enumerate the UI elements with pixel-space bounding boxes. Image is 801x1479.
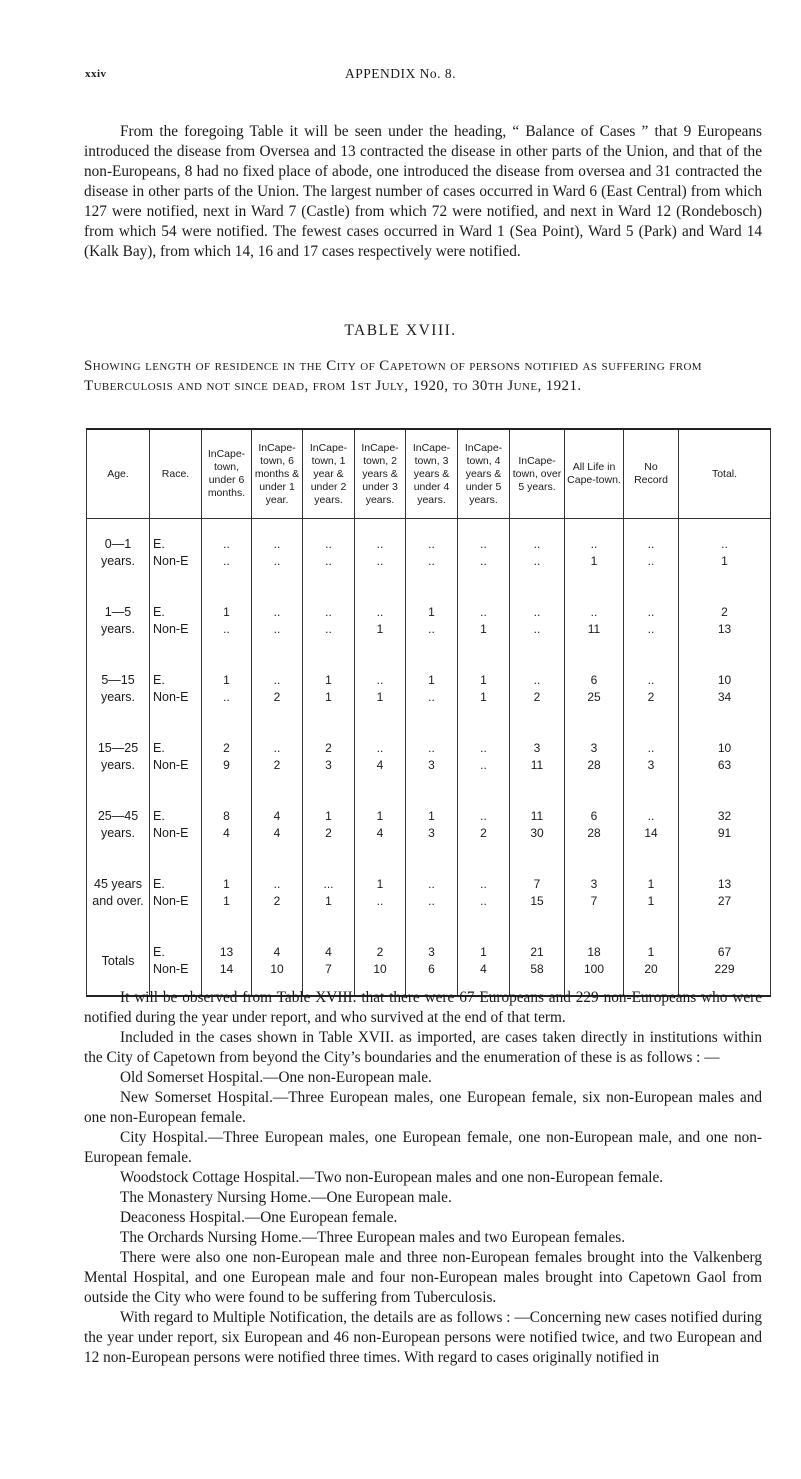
table-cell [252,587,303,655]
cell-value: 10 [270,962,284,976]
cell-value: 2 [533,690,541,704]
cell-value: and over. [92,894,144,908]
cell-value: 4 [273,809,281,823]
cell-value: .. [223,622,230,636]
table-cell [252,927,303,996]
table-cell [87,723,150,791]
body-paragraph: Old Somerset Hospital.—One non-European male. [120,1069,432,1086]
cell-value: 9 [223,758,230,772]
cell-value: E. [153,741,165,755]
table-cell [252,519,303,588]
page-header [0,66,801,88]
cell-value: 3 [428,758,435,772]
cell-value: .. [325,605,332,619]
table-cell [303,859,355,927]
cell-value: 4 [273,945,281,959]
cell-value: 15—25 [97,741,139,755]
table-cell [252,723,303,791]
cell-value: .. [428,877,435,891]
cell-value: 32 [717,809,732,823]
cell-value: years. [100,826,136,840]
table-cell [510,791,565,859]
cell-value: ... [323,877,334,891]
table-cell [202,519,252,588]
table-cell [565,723,624,791]
table-cell [355,723,406,791]
table-row [87,519,771,588]
cell-value: .. [533,622,541,636]
cell-value: 2 [273,758,281,772]
cell-value: 11 [530,809,544,823]
table-cell [406,927,458,996]
table-cell [252,859,303,927]
cell-value: 1 [223,877,230,891]
cell-value: 8 [223,809,230,823]
cell-value: 4 [376,758,384,772]
cell-value: .. [533,605,541,619]
cell-value: 30 [530,826,544,840]
cell-value: .. [223,554,230,568]
table-cell [406,859,458,927]
table-cell [355,859,406,927]
table-cell [510,587,565,655]
cell-value: years. [100,690,136,704]
column-header: InCape-town, 2 years & under 3 years. [355,429,406,519]
cell-value: 4 [376,826,384,840]
cell-value: .. [273,622,281,636]
table-row [87,791,771,859]
cell-value: .. [223,690,230,704]
cell-value: 3 [325,758,332,772]
table-cell [679,587,771,655]
table-cell [87,519,150,588]
table-row [87,723,771,791]
cell-value: .. [273,554,281,568]
column-header: Race. [150,429,202,519]
cell-value: Non-E [153,622,189,636]
cell-value: 3 [647,758,655,772]
table-cell [303,519,355,588]
cell-value: E. [153,673,165,687]
table-row [87,859,771,927]
cell-value: .. [428,741,435,755]
table-cell [565,655,624,723]
table-cell [510,723,565,791]
cell-value: 2 [480,826,487,840]
cell-value: .. [480,537,487,551]
table-cell [303,723,355,791]
cell-value: 3 [428,826,435,840]
cell-value: .. [647,554,655,568]
cell-value: 10 [717,673,732,687]
table-cell [303,791,355,859]
table-cell [624,519,679,588]
cell-value: .. [376,894,384,908]
cell-value: 67 [717,945,732,959]
table-cell [565,859,624,927]
cell-value: .. [647,741,655,755]
table-cell [679,859,771,927]
cell-value: 4 [480,962,487,976]
cell-value: 1 [325,809,332,823]
column-header: InCape-town, 3 years & under 4 years. [406,429,458,519]
table-cell [355,655,406,723]
cell-value: 58 [530,962,544,976]
cell-value: 21 [530,945,544,959]
table-cell [458,587,510,655]
cell-value: 1 [428,809,435,823]
column-header: InCape-town, under 6 months. [202,429,252,519]
table-cell [87,927,150,996]
cell-value: .. [428,537,435,551]
body-paragraph: There were also one non-European male and three non-European females brought into the Valkenberg Mental Hospital, and one European male and four non-European males brought into Capetown Gaol from outside the City who were found to be suffering from Tuberculosis. [84,1249,762,1306]
body-paragraph: It will be observed from Table XVIII. that there were 67 Europeans and 229 non-Europeans who were notified during the year under report, and who survived at the end of that term. [84,989,762,1026]
cell-value: 10 [717,741,732,755]
cell-value: .. [273,877,281,891]
cell-value: 2 [273,690,281,704]
table-cell [87,859,150,927]
cell-value: 45 years [94,877,142,891]
cell-value: .. [647,605,655,619]
cell-value: .. [590,605,598,619]
body-paragraph: Included in the cases shown in Table XVII. as imported, are cases taken directly in institutions within the City of Capetown from beyond the City’s boundaries and the enumeration of these is as follows : — [84,1029,762,1066]
body-paragraph: With regard to Multiple Notification, the details are as follows : —Concerning new cases notified during the year under report, six European and 46 non-European persons were notified twice, and two European and 12 non-European persons were notified three times. With regard to cases originally notified in [84,1309,762,1366]
appendix-title: APPENDIX No. 8. [344,66,456,81]
cell-value: .. [533,673,541,687]
cell-value: 3 [428,945,435,959]
cell-value: Non-E [153,962,189,976]
cell-value: .. [647,673,655,687]
cell-value: 2 [647,690,655,704]
cell-value: Non-E [153,758,189,772]
table-cell [303,587,355,655]
cell-value: 7 [590,894,598,908]
column-header: InCape-town, 1 year & under 2 years. [303,429,355,519]
cell-value: E. [153,537,165,551]
table-cell [510,859,565,927]
cell-value: 10 [373,962,387,976]
table-cell [406,723,458,791]
table-cell [150,519,202,588]
cell-value: .. [480,741,487,755]
cell-value: .. [480,758,487,772]
table-cell [679,927,771,996]
cell-value: 13 [717,877,732,891]
cell-value: 91 [717,826,732,840]
table-caption: Showing length of residence in the City of Capetown of persons notified as suffering from Tuberculosis and not since dead, from 1st July, 1920, to 30th June, 1921. [84,358,702,394]
cell-value: 1 [480,673,487,687]
cell-value: 4 [223,826,230,840]
cell-value: .. [273,537,281,551]
cell-value: 2 [273,894,281,908]
cell-value: 11 [587,622,601,636]
cell-value: .. [376,554,384,568]
cell-value: 27 [717,894,732,908]
table-cell [202,723,252,791]
cell-value: .. [647,537,655,551]
cell-value: E. [153,877,165,891]
cell-value: E. [153,809,165,823]
table-cell [87,791,150,859]
body-text [84,988,762,1368]
cell-value: .. [428,894,435,908]
cell-value: 18 [587,945,601,959]
table-cell [458,723,510,791]
cell-value: .. [223,537,230,551]
cell-value: 14 [644,826,658,840]
cell-value: 28 [587,758,601,772]
table-cell [150,859,202,927]
table-header-row [87,429,771,519]
table-cell [510,519,565,588]
cell-value: .. [647,809,655,823]
cell-value: 3 [533,741,541,755]
table-cell [87,655,150,723]
cell-value: 4 [325,945,332,959]
cell-value: .. [590,537,598,551]
table-cell [355,587,406,655]
table-cell [355,519,406,588]
column-header: Total. [679,429,771,519]
cell-value: 1 [325,690,332,704]
table-row [87,587,771,655]
cell-value: 11 [530,758,544,772]
cell-value: 7 [325,962,332,976]
cell-value: .. [273,741,281,755]
column-header: InCape-town, over 5 years. [510,429,565,519]
cell-value: 1 [480,690,487,704]
cell-value: .. [376,673,384,687]
table-cell [458,927,510,996]
table-cell [355,791,406,859]
cell-value: .. [376,605,384,619]
cell-value: 1 [223,673,230,687]
cell-value: years. [100,758,136,772]
table-cell [624,587,679,655]
cell-value: .. [647,622,655,636]
cell-value: E. [153,945,165,959]
cell-value: 28 [587,826,601,840]
cell-value: .. [480,877,487,891]
table-title: TABLE XVIII. [344,322,457,339]
table-cell [679,655,771,723]
table-row [87,655,771,723]
table-cell [202,587,252,655]
table-cell [458,519,510,588]
cell-value: .. [325,622,332,636]
column-header: No Record [624,429,679,519]
intro-paragraph: From the foregoing Table it will be seen under the heading, “ Balance of Cases ” that 9 Europeans introduced the disease from Oversea and 13 contracted the disease in other parts of the Union, and that of the non-Europeans, 8 had no fixed place of abode, one introduced the disease from oversea and 31 contracted the disease in other parts of the Union. The largest number of cases occurred in Ward 6 (East Central) from which 127 were notified, next in Ward 7 (Castle) from which 72 were notified, and next in Ward 12 (Rondebosch) from which 54 were notified. The fewest cases occurred in Ward 1 (Sea Point), Ward 5 (Park) and Ward 14 (Kalk Bay), from which 14, 16 and 17 cases respectively were notified. [84,123,762,260]
table-cell [202,859,252,927]
cell-value: 1 [223,894,230,908]
table-cell [252,791,303,859]
cell-value: Totals [101,953,135,968]
body-paragraph: The Monastery Nursing Home.—One European male. [120,1189,452,1206]
cell-value: 1 [647,877,655,891]
cell-value: 34 [717,690,732,704]
table-cell [87,587,150,655]
cell-value: 25 [587,690,601,704]
table-cell [202,655,252,723]
cell-value: 1 [480,945,487,959]
cell-value: 3 [590,741,598,755]
cell-value: .. [325,554,332,568]
cell-value: .. [273,605,281,619]
cell-value: 1 [590,554,598,568]
cell-value: years. [100,622,136,636]
table-cell [679,723,771,791]
cell-value: 1 [428,673,435,687]
page-number: xxiv [85,68,107,80]
table-cell [624,927,679,996]
body-paragraph: Woodstock Cottage Hospital.—Two non-European males and one non-European female. [120,1169,664,1186]
table-cell [510,927,565,996]
cell-value: 6 [590,809,598,823]
cell-value: 3 [590,877,598,891]
cell-value: 13 [219,945,234,959]
table-cell [458,791,510,859]
table-cell [406,587,458,655]
cell-value: 1 [325,673,332,687]
cell-value: .. [428,690,435,704]
body-paragraph: City Hospital.—Three European males, one European female, one non-European male, and one non-European female. [84,1129,762,1166]
cell-value: .. [428,622,435,636]
cell-value: .. [480,554,487,568]
cell-value: 2 [223,741,230,755]
table-cell [150,927,202,996]
cell-value: Non-E [153,826,189,840]
cell-value: .. [480,894,487,908]
cell-value: 6 [590,673,598,687]
table-cell [458,655,510,723]
cell-value: 1 [428,605,435,619]
cell-value: 13 [717,622,732,636]
cell-value: 63 [717,758,732,772]
table-cell [624,791,679,859]
cell-value: .. [376,537,384,551]
cell-value: 0—1 [104,537,132,551]
cell-value: .. [533,537,541,551]
table-cell [679,519,771,588]
table-cell [303,655,355,723]
table-cell [624,859,679,927]
cell-value: .. [721,537,728,551]
cell-value: 5—15 [101,673,135,687]
cell-value: 6 [428,962,435,976]
table-cell [202,927,252,996]
table-cell [252,655,303,723]
cell-value: .. [325,537,332,551]
cell-value: 1 [721,554,728,568]
cell-value: 1—5 [104,605,132,619]
cell-value: .. [533,554,541,568]
cell-value: 1 [647,894,655,908]
column-header: InCape-town, 6 months & under 1 year. [252,429,303,519]
table-cell [150,587,202,655]
table-cell [458,859,510,927]
cell-value: Non-E [153,690,189,704]
cell-value: 25—45 [97,809,139,823]
cell-value: 1 [325,894,332,908]
cell-value: 15 [530,894,544,908]
cell-value: 1 [376,877,384,891]
cell-value: .. [480,809,487,823]
table-cell [150,723,202,791]
cell-value: 1 [647,945,655,959]
cell-value: 1 [223,605,230,619]
body-paragraph: New Somerset Hospital.—Three European males, one European female, six non-European males and one non-European female. [84,1089,762,1126]
residence-table [86,428,771,997]
cell-value: 2 [325,826,332,840]
table-cell [150,791,202,859]
cell-value: .. [376,741,384,755]
table-cell [624,655,679,723]
table-row [87,927,771,996]
table-cell [565,587,624,655]
table-cell [406,519,458,588]
cell-value: 14 [219,962,234,976]
cell-value: years. [100,554,136,568]
cell-value: 7 [533,877,541,891]
table-cell [679,791,771,859]
body-paragraph: The Orchards Nursing Home.—Three European males and two European females. [120,1229,626,1246]
table-cell [565,791,624,859]
table-cell [303,927,355,996]
cell-value: 2 [325,741,332,755]
cell-value: .. [480,605,487,619]
table-cell [355,927,406,996]
cell-value: 20 [644,962,658,976]
cell-value: 2 [376,945,384,959]
cell-value: .. [428,554,435,568]
cell-value: 1 [376,690,384,704]
cell-value: 2 [721,605,728,619]
table-cell [202,791,252,859]
table-cell [565,519,624,588]
table-cell [406,655,458,723]
column-header: InCape-town, 4 years & under 5 years. [458,429,510,519]
table-cell [150,655,202,723]
body-paragraph: Deaconess Hospital.—One European female. [120,1209,398,1226]
cell-value: .. [273,673,281,687]
cell-value: 4 [273,826,281,840]
cell-value: Non-E [153,554,189,568]
table-cell [624,723,679,791]
cell-value: 1 [376,809,384,823]
table-cell [565,927,624,996]
cell-value: E. [153,605,165,619]
column-header: All Life in Cape-town. [565,429,624,519]
cell-value: 100 [583,962,605,976]
cell-value: 1 [376,622,384,636]
table-cell [510,655,565,723]
table-cell [406,791,458,859]
cell-value: 1 [480,622,487,636]
column-header: Age. [87,429,150,519]
cell-value: Non-E [153,894,189,908]
cell-value: 229 [714,962,735,976]
